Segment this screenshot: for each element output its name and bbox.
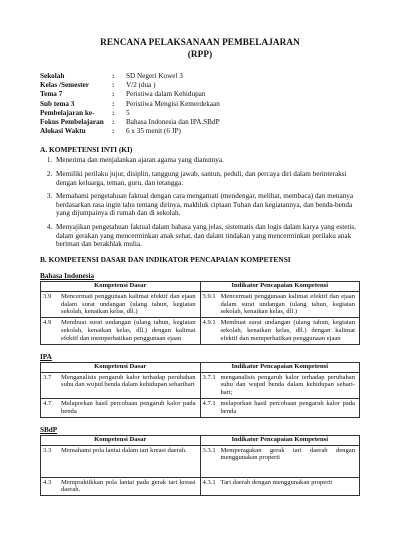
identity-colon: : bbox=[112, 108, 115, 117]
kd-subjects bbox=[40, 272, 360, 496]
indicator-column-header: Indikator Pencapaian Kompetensi bbox=[200, 435, 360, 445]
identity-value: SD Negeri Kowel 3 bbox=[126, 72, 183, 80]
identity-block bbox=[40, 72, 360, 136]
indicator-column-header: Indikator Pencapaian Kompetensi bbox=[200, 281, 360, 291]
identity-row bbox=[40, 109, 360, 118]
indicator-number: 4.3.1 bbox=[202, 478, 216, 486]
kd-cell bbox=[41, 398, 201, 417]
kd-column-header: Kompetensi Dasar bbox=[41, 362, 201, 372]
title-line-2: (RPP) bbox=[187, 49, 213, 59]
identity-row bbox=[40, 90, 360, 99]
identity-value: Bahasa Indonesia dan IPA.SBdP bbox=[126, 118, 220, 127]
indicator-text: Memperagakan gerak tari daerah dengan menggunakan properti bbox=[220, 446, 355, 462]
indicator-text: Tari daerah dengan menggunakan properti bbox=[220, 478, 333, 486]
kd-table bbox=[40, 435, 360, 497]
kd-column-header: Kompetensi Dasar bbox=[41, 281, 201, 291]
identity-colon: : bbox=[112, 118, 115, 127]
identity-colon: : bbox=[112, 99, 115, 108]
identity-value: 6 x 35 menit (6 JP) bbox=[126, 127, 181, 136]
identity-row bbox=[40, 72, 360, 81]
indicator-cell bbox=[200, 291, 360, 317]
kd-column-header: Kompetensi Dasar bbox=[41, 435, 201, 445]
subject-heading: Bahasa Indonesia bbox=[40, 271, 95, 280]
identity-value: 5 bbox=[126, 108, 130, 117]
kd-text: Melaporkan hasil percobaan pengaruh kalor pada benda bbox=[61, 399, 196, 415]
identity-label: Fokus Pembelajaran bbox=[40, 118, 104, 127]
ki-item: 2. Memiliki perilaku jujur, disiplin, tanggung jawab, santun, peduli, dan percaya diri dalam berinteraksi dengan keluarga, teman, guru, dan tetangga. bbox=[54, 170, 360, 187]
section-b-heading: B. KOMPETENSI DASAR DAN INDIKATOR PENCAPAIAN KOMPETENSI bbox=[40, 254, 291, 264]
identity-value: Peristiwa dalam Kehidupan bbox=[126, 90, 206, 99]
kd-text: Menganalisis pengaruh kalor terhadap perubahan suhu dan wujud benda dalam kehidupan seharihari bbox=[61, 373, 196, 389]
subject-heading: IPA bbox=[40, 352, 52, 361]
indicator-text: menganalisis pengaruh kalor terhadap perubahan suhu dan wujud benda dalam kehidupan sehari-hari; bbox=[220, 373, 355, 397]
identity-row bbox=[40, 118, 360, 127]
identity-label: Alokasi Waktu bbox=[40, 127, 86, 136]
identity-row bbox=[40, 127, 360, 136]
kd-text: Mencermati penggunaan kalimat efektif dan ejaan dalam surat undangan (ulang tahun, kegiatan sekolah, kenaikan kelas, dll.) bbox=[61, 292, 196, 316]
kd-cell bbox=[41, 318, 201, 344]
kd-text: Mempraktikkan pola lantai pada gerak tari kreasi daerah. bbox=[61, 478, 196, 494]
ki-item: 1. Menerima dan menjalankan ajaran agama yang dianutnya. bbox=[54, 156, 360, 165]
indicator-number: 3.3.1 bbox=[202, 446, 216, 454]
ki-item: 3. Memahami pengetahuan faktual dengan cara mengamati (mendengar, melihat, membaca) dan menanya berdasarkan rasa ingin tahu tentang dirinya, makhluk ciptaan Tuhan dan kegiatannya, dan benda-benda yang dijumpainya di rumah dan di sekolah. bbox=[54, 192, 360, 218]
identity-label: Sub tema 3 bbox=[40, 99, 75, 108]
ki-item: 4. Menyajikan pengetahuan faktual dalam bahasa yang jelas, sistematis dan logis dalam karya yang estetis, dalam gerakan yang mencerminkan anak sehat, dan dalam tindakan yang mencerminkan perilaku anak beriman dan berakhlak mulia. bbox=[54, 223, 360, 249]
indicator-number: 3.9.1 bbox=[202, 292, 216, 300]
kd-number: 4.9 bbox=[43, 319, 52, 327]
identity-label: Kelas /Semester bbox=[40, 81, 89, 90]
table-row bbox=[41, 318, 360, 344]
indicator-cell bbox=[200, 477, 360, 496]
table-header-row bbox=[41, 435, 360, 445]
indicator-text: melaporkan hasil percobaan pengaruh kalor pada benda bbox=[220, 399, 355, 415]
kd-number: 4.3 bbox=[43, 478, 52, 486]
identity-label: Tema 7 bbox=[40, 90, 63, 99]
kd-number: 3.9 bbox=[43, 292, 52, 300]
table-row bbox=[41, 372, 360, 398]
identity-colon: : bbox=[112, 72, 115, 80]
kd-text: Membuat surat undangan (ulang tahun, kegiatan sekolah, kenaikan kelas, dll.) dengan kalimat efektif dan memperhatikan penggunaan ejaan bbox=[61, 319, 196, 342]
indicator-cell bbox=[200, 445, 360, 477]
indicator-number: 4.9.1 bbox=[202, 319, 216, 327]
identity-colon: : bbox=[112, 127, 115, 136]
kd-cell bbox=[41, 477, 201, 496]
indicator-cell bbox=[200, 318, 360, 344]
identity-colon: : bbox=[112, 81, 115, 90]
kd-cell bbox=[41, 291, 201, 317]
kd-table bbox=[40, 281, 360, 345]
identity-colon: : bbox=[112, 90, 115, 99]
kd-number: 3.3 bbox=[43, 446, 52, 454]
indicator-text: Mencermati penggunaan kalimat efektif dan ejaan dalam surat undangan (ulang tahun, kegiatan sekolah, kenaikan kelas, dll.) bbox=[220, 292, 355, 316]
indicator-number: 3.7.1 bbox=[202, 373, 216, 381]
table-header-row bbox=[41, 362, 360, 372]
kd-text: Memahami pola lantai dalam tari kreasi daerah. bbox=[61, 446, 187, 454]
indicator-cell bbox=[200, 372, 360, 398]
identity-value: Peristiwa Mengisi Kemerdekaan bbox=[126, 99, 220, 108]
subject-heading: SBdP bbox=[40, 425, 58, 434]
kd-table bbox=[40, 362, 360, 418]
indicator-number: 4.7.1 bbox=[202, 399, 216, 407]
kd-cell bbox=[41, 445, 201, 477]
identity-row bbox=[40, 100, 360, 109]
identity-label: Pembelajaran ke- bbox=[40, 108, 95, 117]
table-row bbox=[41, 291, 360, 317]
table-row bbox=[41, 477, 360, 496]
kd-number: 3.7 bbox=[43, 373, 52, 381]
indicator-column-header: Indikator Pencapaian Kompetensi bbox=[200, 362, 360, 372]
section-a-heading: A. KOMPETENSI INTI (KI) bbox=[40, 145, 133, 155]
table-row bbox=[41, 445, 360, 477]
indicator-cell bbox=[200, 398, 360, 417]
ki-list bbox=[40, 156, 360, 248]
title-line-1: RENCANA PELAKSANAAN PEMBELAJARAN bbox=[100, 37, 300, 47]
identity-row bbox=[40, 81, 360, 90]
table-header-row bbox=[41, 281, 360, 291]
table-row bbox=[41, 398, 360, 417]
document-title bbox=[40, 36, 360, 60]
identity-value: V/2 (dua ) bbox=[126, 81, 156, 90]
kd-number: 4.7 bbox=[43, 399, 52, 407]
kd-cell bbox=[41, 372, 201, 398]
identity-label: Sekolah bbox=[40, 72, 65, 80]
indicator-text: Membuat surat undangan (ulang tahun, kegiatan sekolah, kenaikan kelas, dll.) dengan kalimat efektif dan memperhatikan penggunaan ejaan bbox=[220, 319, 355, 342]
